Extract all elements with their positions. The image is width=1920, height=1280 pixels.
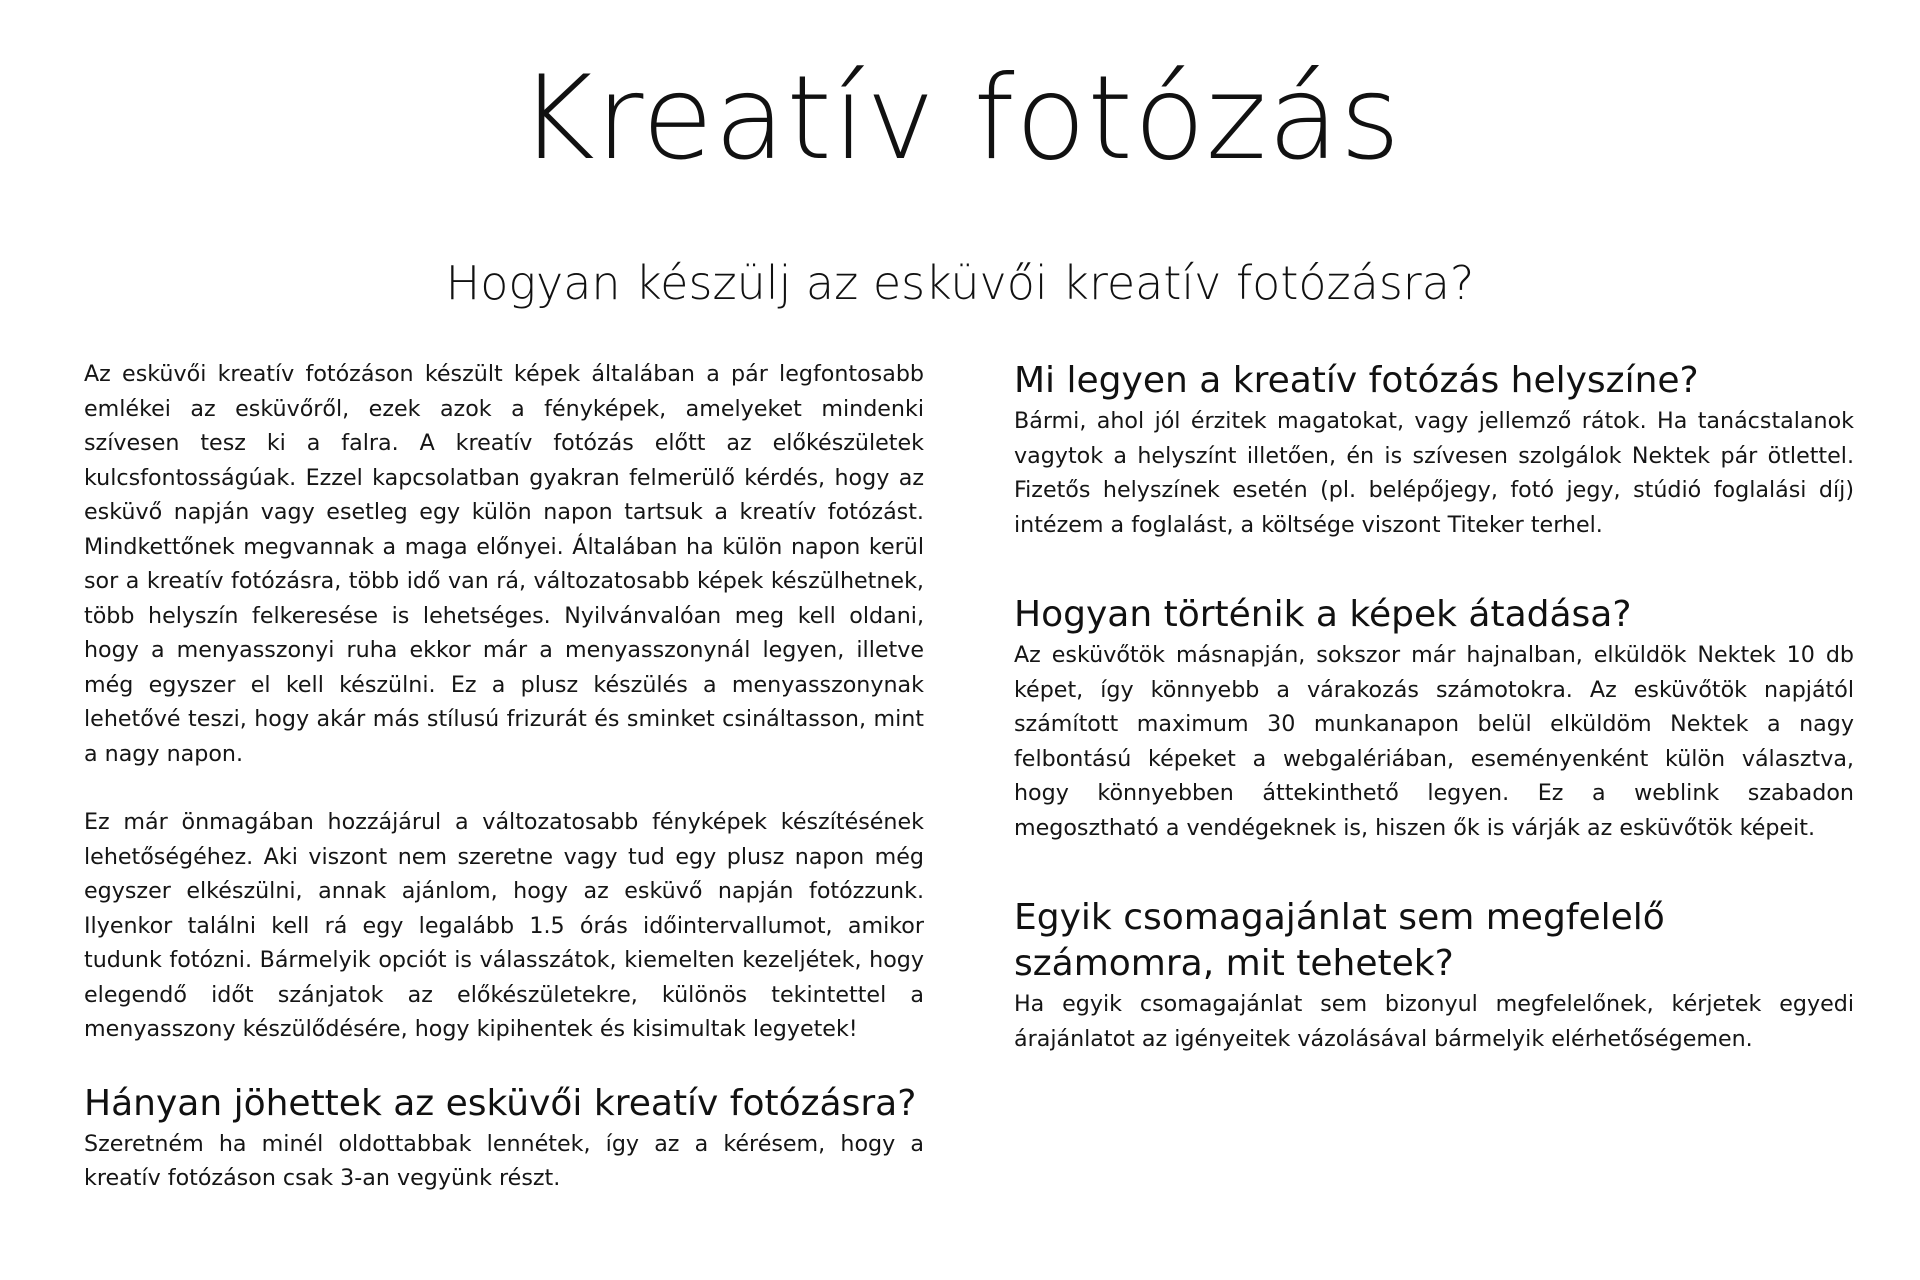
left-column	[84, 357, 924, 1196]
page-subtitle: Hogyan készülj az esküvői kreatív fotózásra?	[445, 256, 1475, 310]
section-heading-attendees: Hányan jöhettek az esküvői kreatív fotózásra?	[84, 1082, 917, 1124]
section-text-custom-offer: Ha egyik csomagajánlat sem bizonyul megfelelőnek, kérjetek egyedi árajánlatot az igényeitek vázolásával bármelyik elérhetőségemen.	[1014, 991, 1854, 1052]
section-location	[1014, 358, 1854, 542]
section-text-attendees: Szeretném ha minél oldottabbak lennétek, így az a kérésem, hogy a kreatív fotózáson csak 3-an vegyünk részt.	[84, 1130, 924, 1191]
section-heading-location: Mi legyen a kreatív fotózás helyszíne?	[1014, 360, 1699, 401]
intro-paragraph-2: Ez már önmagában hozzájárul a változatosabb fényképek készítésének lehetőségéhez. Aki viszont nem szeretne vagy tud egy plusz napon még egyszer elkészülni, annak ajánlom, hogy az esküvő napján fotózzunk. Ilyenkor találni kell rá egy legalább 1.5 órás időintervallumot, amikor tudunk fotózni. Bármelyik opciót is válasszátok, kiemelten kezeljétek, hogy elegendő időt szánjatok az előkészületekre, különös tekintettel a menyasszony készülődésére, hogy kipihentek és kisimultak legyetek!	[84, 809, 924, 1042]
section-delivery	[1014, 592, 1854, 845]
section-heading-delivery: Hogyan történik a képek átadása?	[1014, 594, 1632, 635]
section-heading-custom-offer: Egyik csomagajánlat sem megfelelő számomra, mit tehetek?	[1014, 897, 1665, 984]
section-custom-offer	[1014, 895, 1854, 1056]
intro-paragraph-1: Az esküvői kreatív fotózáson készült képek általában a pár legfontosabb emlékei az esküvőről, ezek azok a fényképek, amelyeket mindenki szívesen tesz ki a falra. A kreatív fotózás előtt az előkészületek kulcsfontosságúak. Ezzel kapcsolatban gyakran felmerülő kérdés, hogy az esküvő napján vagy esetleg egy külön napon tartsuk a kreatív fotózást. Mindkettőnek megvannak a maga előnyei. Általában ha külön napon kerül sor a kreatív fotózásra, több idő van rá, változatosabb képek készülhetnek, több helyszín felkeresése is lehetséges. Nyilvánvalóan meg kell oldani, hogy a menyasszonyi ruha ekkor már a menyasszonynál legyen, illetve még egyszer el kell készülni. Ez a plusz készülés a menyasszonynak lehetővé teszi, hogy akár más stílusú frizurát és sminket csináltasson, mint a nagy napon.	[84, 361, 924, 767]
section-text-location: Bármi, ahol jól érzitek magatokat, vagy jellemző rátok. Ha tanácstalanok vagytok a helyszínt illetően, én is szívesen szolgálok Nektek pár ötlettel. Fizetős helyszínek esetén (pl. belépőjegy, fotó jegy, stúdió foglalási díj) intézem a foglalást, a költsége viszont Titeker terhel.	[1014, 408, 1854, 538]
section-text-delivery: Az esküvőtök másnapján, sokszor már hajnalban, elküldök Nektek 10 db képet, így könnyebb a várakozás számotokra. Az esküvőtök napjától számított maximum 30 munkanapon belül elküldöm Nektek a nagy felbontású képeket a webgalériában, eseményenként külön választva, hogy könnyebben áttekinthető legyen. Ez a weblink szabadon megosztható a vendégeknek is, hiszen ők is várják az esküvőtök képeit.	[1014, 642, 1854, 841]
page-title: Kreatív fotózás	[518, 51, 1402, 186]
right-column	[1014, 358, 1854, 1106]
